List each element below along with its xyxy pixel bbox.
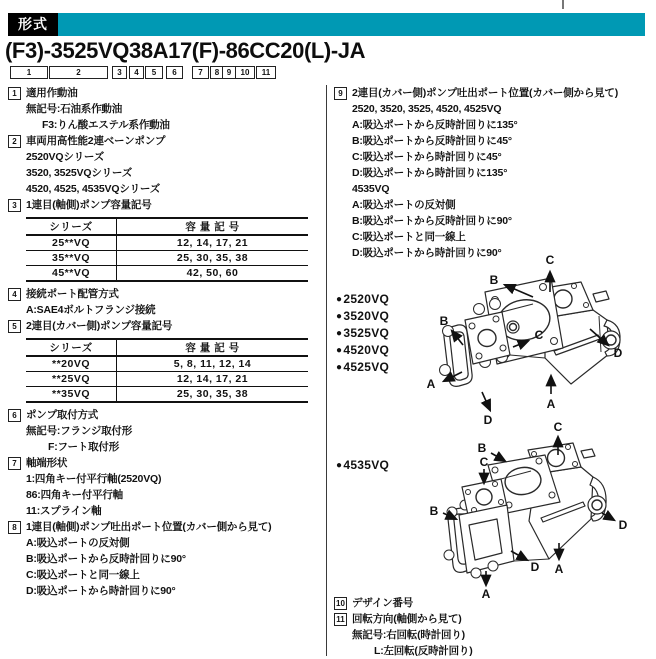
table-row [26, 372, 308, 387]
section-line: F3:りん酸エステル系作動油 [42, 119, 170, 131]
section-title: 2連目(カバー側)ポンプ吐出ポート位置(カバー側から見て) [352, 87, 619, 99]
section-line: C:吸込ポートから時計回りに45° [352, 151, 502, 163]
section-4 [8, 286, 320, 318]
section-number-badge: 1 [8, 87, 21, 100]
section-line: 1:四角キー付平行軸(2520VQ) [26, 473, 162, 485]
section-line: B:吸込ポートから反時計回りに90° [26, 553, 186, 565]
section-line: F:フート取付形 [48, 441, 119, 453]
code-position-box-9: 9 [222, 66, 236, 79]
port-label-d: D [613, 346, 623, 360]
section-number-badge: 7 [8, 457, 21, 470]
section-number-badge: 4 [8, 288, 21, 301]
table-cell: 5, 8, 11, 12, 14 [117, 356, 309, 372]
section-line: C:吸込ポートと同一線上 [352, 231, 466, 243]
section-number-badge: 3 [8, 199, 21, 212]
section-1 [8, 85, 320, 133]
code-position-box-2: 2 [49, 66, 108, 79]
port-label-c: C [545, 253, 555, 267]
section-line: A:SAE4ボルトフランジ接続 [26, 304, 156, 316]
section-title: 車両用高性能2連ベーンポンプ [26, 135, 166, 147]
code-position-box-11: 11 [256, 66, 276, 79]
port-label-a: A [554, 562, 564, 576]
model-bullet-4525vq: ● 4525VQ [336, 359, 389, 376]
section-title: 適用作動油 [26, 87, 78, 99]
section-8 [8, 519, 320, 599]
port-label-b: B [477, 441, 487, 455]
model-bullet-4520vq: ● 4520VQ [336, 342, 389, 359]
right-column [334, 85, 656, 659]
section-line: D:吸込ポートから時計回りに90° [26, 585, 176, 597]
table-column-header: 容 量 記 号 [117, 339, 309, 356]
model-bullet-2520vq: ● 2520VQ [336, 291, 389, 308]
section-line: 無記号:フランジ取付形 [26, 425, 133, 437]
port-label-a: A [426, 377, 436, 391]
model-bullet-list [336, 457, 389, 474]
table-row [26, 356, 308, 372]
sections-10-11-slot [334, 595, 656, 659]
section-title: 軸端形状 [26, 457, 68, 469]
table-row [26, 266, 308, 282]
section-title: デザイン番号 [352, 597, 414, 609]
section-11 [334, 611, 656, 659]
section-number-badge: 5 [8, 320, 21, 333]
section-line: 3520, 3525VQシリーズ [26, 167, 132, 179]
left-column [8, 85, 320, 599]
port-label-b: B [429, 504, 439, 518]
pump-isometric-drawing-2520-4525vq [421, 247, 656, 425]
section-line: 無記号:右回転(時計回り) [352, 629, 465, 641]
section-number-badge: 6 [8, 409, 21, 422]
section-number-badge: 11 [334, 613, 347, 626]
section-line: C:吸込ポートと同一線上 [26, 569, 140, 581]
table-cell: **25VQ [26, 372, 117, 387]
table-cell: 12, 14, 17, 21 [117, 372, 309, 387]
section-9-slot [334, 85, 656, 261]
section-line: A:吸込ポートの反対側 [352, 199, 456, 211]
section-line: A:吸込ポートから反時計回りに135° [352, 119, 518, 131]
port-label-a: A [546, 397, 556, 411]
code-position-box-7: 7 [192, 66, 209, 79]
table-cell: 25, 30, 35, 38 [117, 387, 309, 403]
section-title: 1連目(軸側)ポンプ吐出ポート位置(カバー側から見て) [26, 521, 272, 533]
port-label-c: C [553, 420, 563, 434]
section-line: D:吸込ポートから時計回りに90° [352, 247, 502, 259]
section-number-badge: 9 [334, 87, 347, 100]
port-label-a: A [481, 587, 491, 601]
section-number-badge: 2 [8, 135, 21, 148]
port-label-b: B [439, 314, 449, 328]
section-title: 1連目(軸側)ポンプ容量記号 [26, 199, 152, 211]
pump-isometric-drawing-4535vq [421, 420, 656, 601]
port-label-b: B [489, 273, 499, 287]
section-line: 4520, 4525, 4535VQシリーズ [26, 183, 160, 195]
table-row [26, 235, 308, 251]
section-line: B:吸込ポートから反時計回りに90° [352, 215, 512, 227]
section-line: 86:四角キー付平行軸 [26, 489, 123, 501]
code-position-box-1: 1 [10, 66, 48, 79]
port-label-c: C [479, 455, 489, 469]
table-cell: 12, 14, 17, 21 [117, 235, 309, 251]
section-7 [8, 455, 320, 519]
table-cell: 25, 30, 35, 38 [117, 251, 309, 266]
capacity-table [26, 338, 308, 403]
code-position-box-4: 4 [129, 66, 144, 79]
section-title: 回転方向(軸側から見て) [352, 613, 462, 625]
table-cell: **20VQ [26, 356, 117, 372]
code-position-box-6: 6 [166, 66, 183, 79]
model-bullet-list [336, 291, 389, 376]
section-number-badge: 10 [334, 597, 347, 610]
section-2 [8, 133, 320, 197]
table-row [26, 251, 308, 266]
table-column-header: シリーズ [26, 339, 117, 356]
section-title: 2連目(カバー側)ポンプ容量記号 [26, 320, 173, 332]
port-label-c: C [534, 328, 544, 342]
section-line: 4535VQ [352, 183, 390, 195]
section-5 [8, 318, 320, 403]
model-code: (F3)-3525VQ38A17(F)-86CC20(L)-JA [5, 38, 366, 63]
model-bullet-3520vq: ● 3520VQ [336, 308, 389, 325]
section-line: 2520, 3520, 3525, 4520, 4525VQ [352, 103, 502, 115]
page-title: 形式 [8, 13, 58, 36]
pump-port-diagram-group-2 [334, 420, 656, 601]
model-bullet-4535vq: ● 4535VQ [336, 457, 389, 474]
port-label-d: D [483, 413, 493, 427]
table-cell: 25**VQ [26, 235, 117, 251]
section-line: L:左回転(反時計回り) [374, 645, 473, 657]
section-title: 接続ポート配管方式 [26, 288, 119, 300]
table-column-header: シリーズ [26, 218, 117, 235]
table-row [26, 387, 308, 403]
section-line: A:吸込ポートの反対側 [26, 537, 130, 549]
table-cell: 35**VQ [26, 251, 117, 266]
code-position-box-3: 3 [112, 66, 127, 79]
code-position-box-8: 8 [210, 66, 224, 79]
section-line: 無記号:石油系作動油 [26, 103, 122, 115]
section-line: 2520VQシリーズ [26, 151, 105, 163]
table-cell: **35VQ [26, 387, 117, 403]
print-crop-mark [562, 0, 564, 9]
section-6 [8, 407, 320, 455]
table-column-header: 容 量 記 号 [117, 218, 309, 235]
port-label-d: D [618, 518, 628, 532]
table-cell: 42, 50, 60 [117, 266, 309, 282]
code-position-box-5: 5 [145, 66, 163, 79]
section-line: B:吸込ポートから反時計回りに45° [352, 135, 512, 147]
section-3 [8, 197, 320, 282]
section-line: 11:スプライン軸 [26, 505, 102, 517]
capacity-table [26, 217, 308, 282]
pump-body [444, 443, 606, 578]
column-divider [326, 85, 327, 656]
model-bullet-3525vq: ● 3525VQ [336, 325, 389, 342]
port-label-d: D [530, 560, 540, 574]
section-header-bar [8, 13, 645, 36]
section-9 [334, 85, 656, 261]
code-position-box-10: 10 [235, 66, 255, 79]
section-line: D:吸込ポートから時計回りに135° [352, 167, 508, 179]
section-number-badge: 8 [8, 521, 21, 534]
table-cell: 45**VQ [26, 266, 117, 282]
section-title: ポンプ取付方式 [26, 409, 99, 421]
